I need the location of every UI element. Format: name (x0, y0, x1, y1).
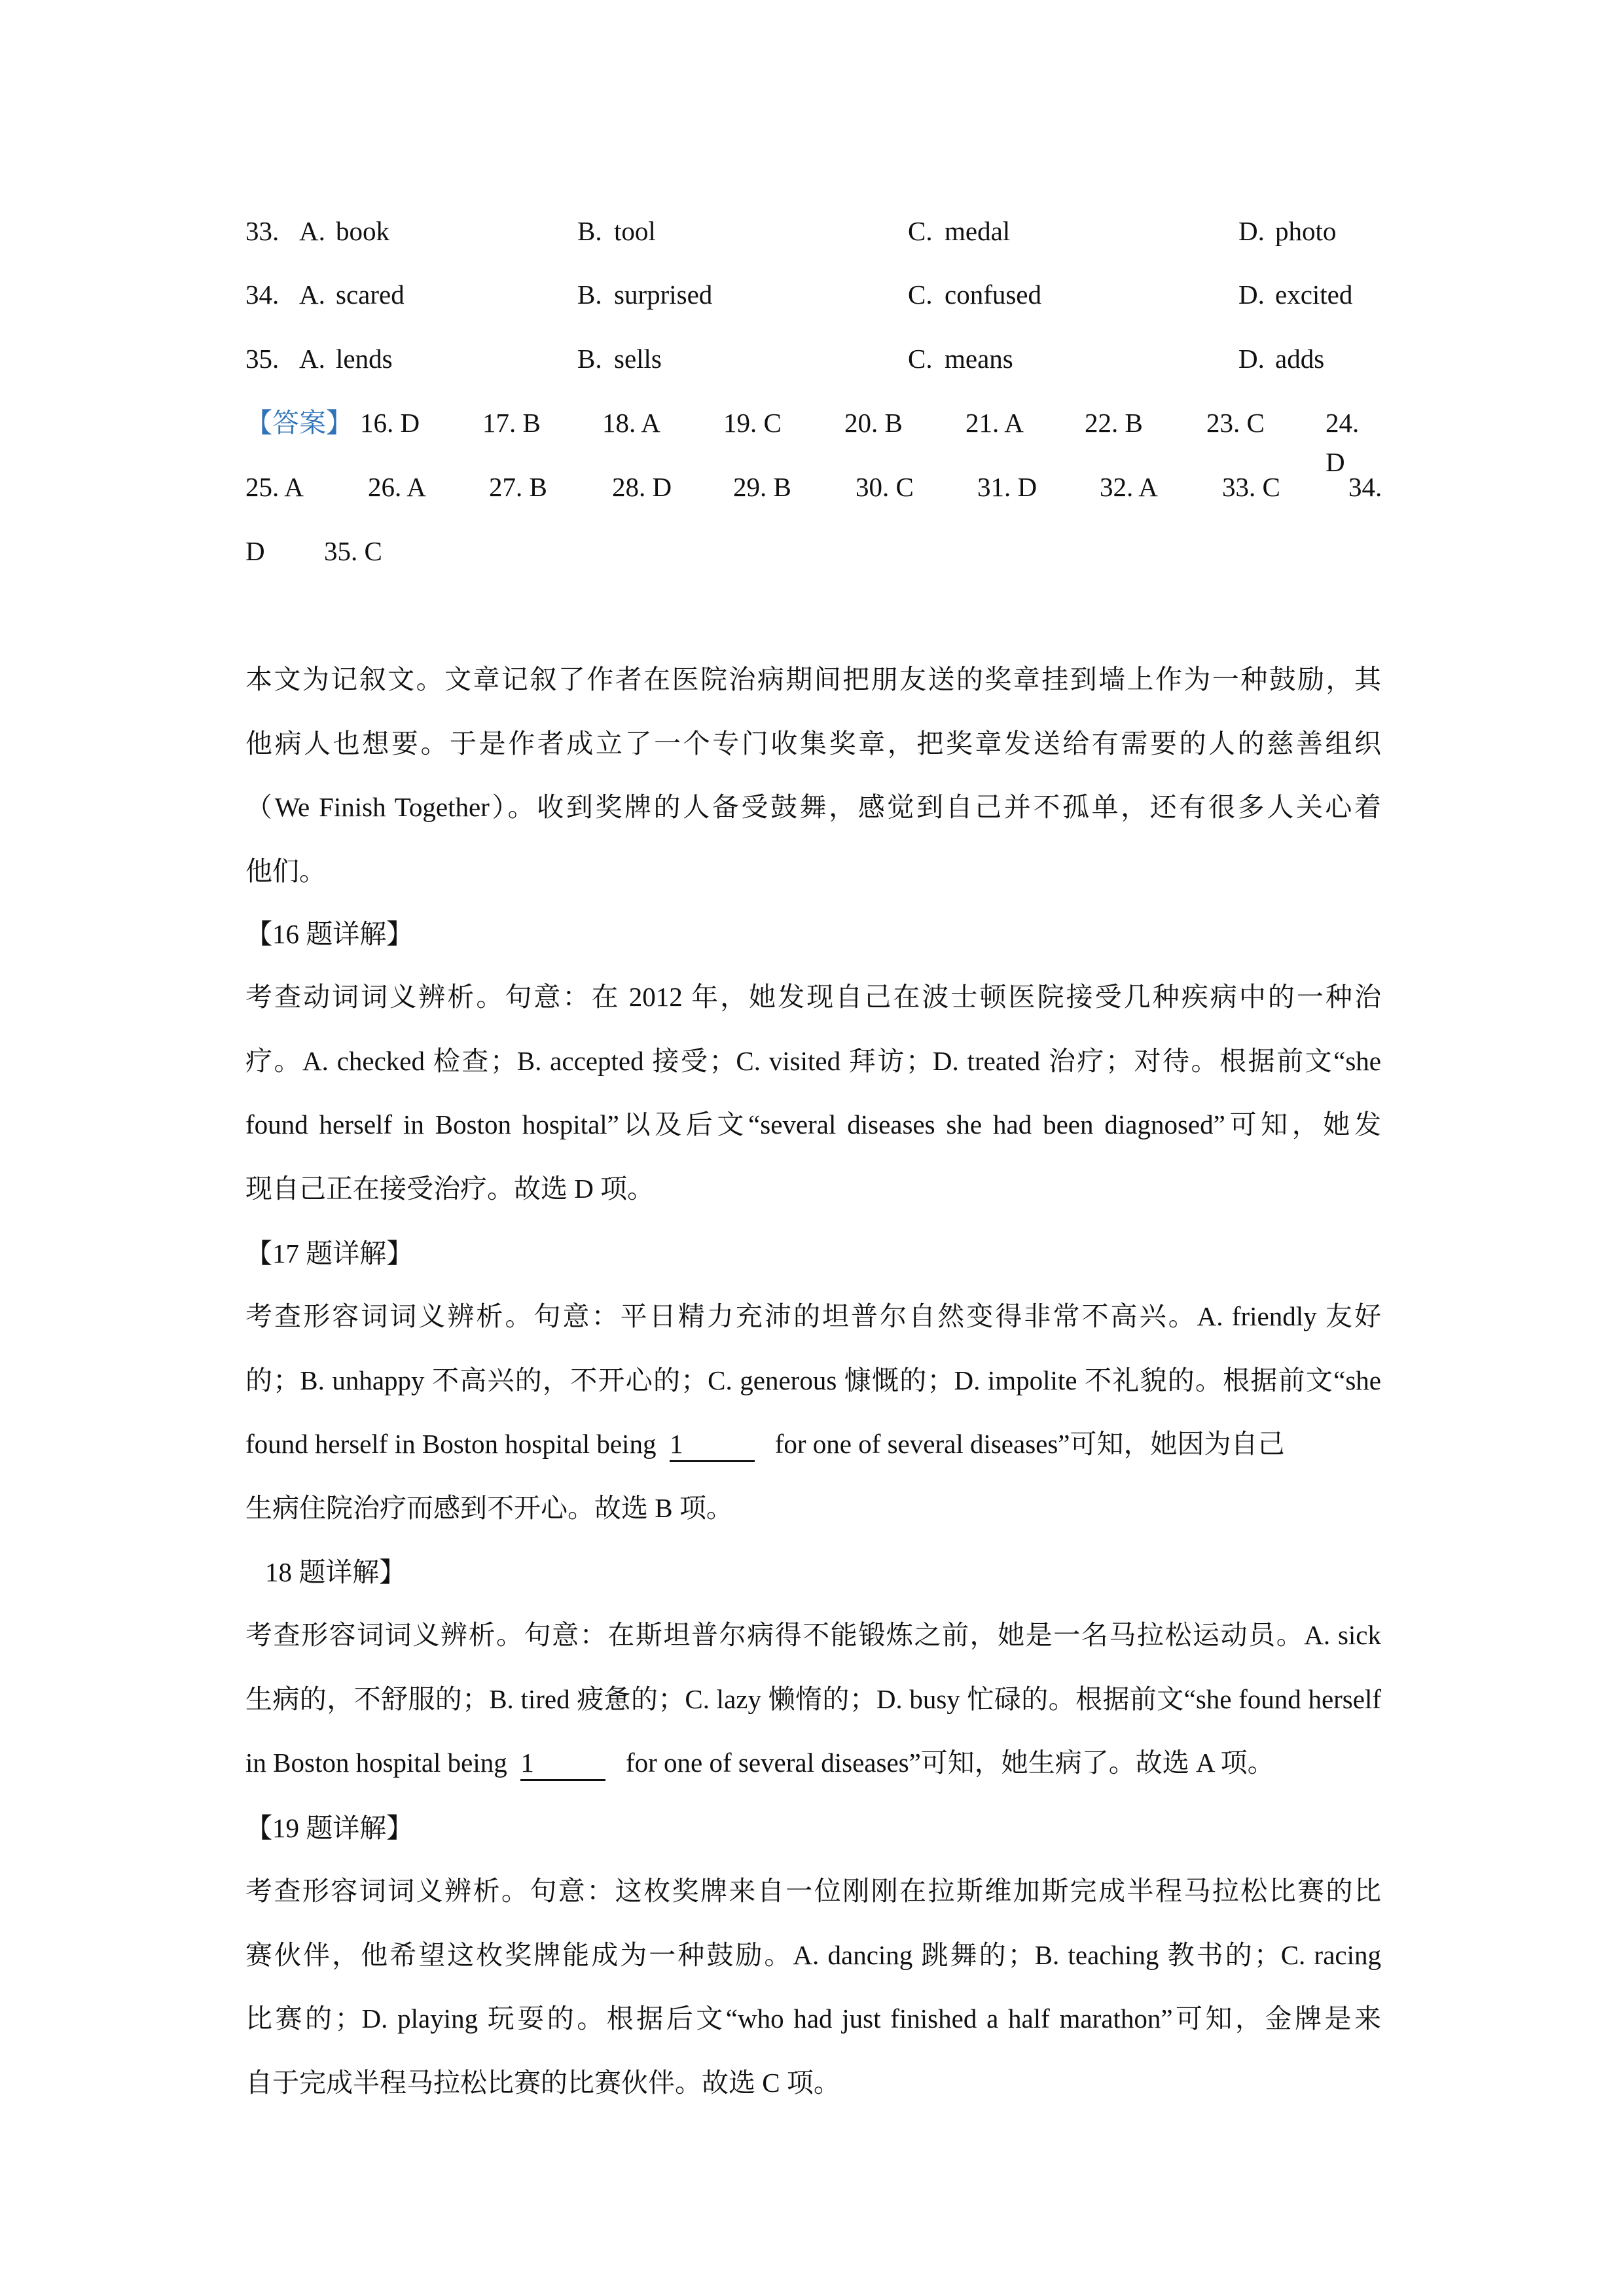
question-19-heading: 【19 题详解】 (245, 1813, 414, 1843)
question-17-explanation: 考查形容词词义辨析。句意：平日精力充沛的坦普尔自然变得非常不高兴。A. friendly 友好 的；B. unhappy 不高兴的，不开心的；C. generous 慷慨的；D. impolite 不礼貌的。根据前文“she found herself in Boston hospital being 1 for one of several diseases”可知，她因为自己 生病住院治疗而感到不开心。故选 B 项。 (245, 1301, 1381, 1523)
question-33-options (245, 211, 1381, 251)
answer-item: 22. B (1085, 408, 1143, 438)
question-35-options (245, 339, 1381, 378)
question-18-explanation: 考查形容词词义辨析。句意：在斯坦普尔病得不能锻炼之前，她是一名马拉松运动员。A. sick 生病的，不舒服的；B. tired 疲惫的；C. lazy 懒惰的；D. busy 忙碌的。根据前文“she found herself in Boston hospital being 1 for one of several diseases”可知，她生病了。故选 A 项。 (245, 1604, 1381, 1795)
answer-item: 23. C (1206, 408, 1265, 438)
option-c: C. confused (908, 279, 1042, 310)
answer-item: 20. B (844, 408, 903, 438)
answer-key-row-3 (245, 531, 1381, 571)
answer-key-row-2 (245, 467, 1381, 507)
option-a: A. lends (299, 344, 393, 374)
option-d: D. photo (1238, 216, 1337, 246)
answer-item: 35. C (324, 536, 382, 566)
answer-item: D (245, 536, 265, 566)
answer-item: 24. D (1326, 408, 1360, 477)
option-b: B. tool (577, 216, 656, 246)
answer-item: 33. C (1222, 472, 1280, 502)
question-number: 34. (245, 279, 280, 310)
line-with-blank: found herself in Boston hospital being 1 for one of several diseases”可知，她因为自己 (245, 1412, 1381, 1477)
question-16-explanation: 考查动词词义辨析。句意：在 2012 年，她发现自己在波士顿医院接受几种疾病中的一种治 疗。A. checked 检查；B. accepted 接受；C. visited 拜访；D. treated 治疗；对待。根据前文“she found herself in Boston hospital”以及后文“several diseases she had been diagnosed”可知，她发 现自己正在接受治疗。故选 D 项。 (245, 982, 1381, 1204)
line-with-blank: in Boston hospital being 1 for one of several diseases”可知，她生病了。故选 A 项。 (245, 1731, 1381, 1795)
answer-item: 29. B (733, 472, 791, 502)
answer-item: 21. A (965, 408, 1024, 438)
option-d: D. adds (1238, 344, 1325, 374)
question-17-heading: 【17 题详解】 (245, 1238, 414, 1268)
answer-item: 30. C (856, 472, 914, 502)
option-c: C. medal (908, 216, 1011, 246)
option-c: C. means (908, 344, 1013, 374)
answer-item: 26. A (368, 472, 426, 502)
option-d: D. excited (1238, 279, 1353, 310)
question-16-heading: 【16 题详解】 (245, 919, 414, 949)
answer-item: 17. B (482, 408, 541, 438)
fill-blank: 1 (520, 1746, 605, 1781)
fill-blank: 1 (670, 1427, 755, 1462)
question-18-heading: 18 题详解】 (265, 1557, 406, 1587)
question-number: 33. (245, 216, 280, 246)
answer-item: 34. (1348, 472, 1382, 502)
answer-label: 【答案】 (245, 408, 353, 438)
option-a: A. scared (299, 279, 405, 310)
answer-item: 32. A (1100, 472, 1158, 502)
option-b: B. sells (577, 344, 662, 374)
answer-item: 18. A (602, 408, 660, 438)
question-number: 35. (245, 344, 280, 374)
answer-item: 27. B (489, 472, 547, 502)
option-b: B. surprised (577, 279, 713, 310)
question-19-explanation: 考查形容词词义辨析。句意：这枚奖牌来自一位刚刚在拉斯维加斯完成半程马拉松比赛的比 赛伙伴，他希望这枚奖牌能成为一种鼓励。A. dancing 跳舞的；B. teaching 教书的；C. racing 比赛的；D. playing 玩耍的。根据后文“who had just finished a half marathon”可知，金牌是来 自于完成半程马拉松比赛的比赛伙伴。故选 C 项。 (245, 1876, 1381, 2098)
answer-item: 28. D (612, 472, 672, 502)
summary-paragraph: 本文为记叙文。文章记叙了作者在医院治病期间把朋友送的奖章挂到墙上作为一种鼓励，其 他病人也想要。于是作者成立了一个专门收集奖章，把奖章发送给有需要的人的慈善组织 （We Finish Together）。收到奖牌的人备受鼓舞，感觉到自己并不孤单，还有很多人关心着 他们。 (245, 664, 1381, 886)
answer-key-row-1 (245, 403, 1381, 477)
question-34-options (245, 275, 1381, 314)
answer-item: 19. C (723, 408, 782, 438)
option-a: A. book (299, 216, 389, 246)
answer-item: 25. A (245, 472, 304, 502)
answer-item: 16. D (360, 408, 420, 438)
answer-item: 31. D (977, 472, 1038, 502)
